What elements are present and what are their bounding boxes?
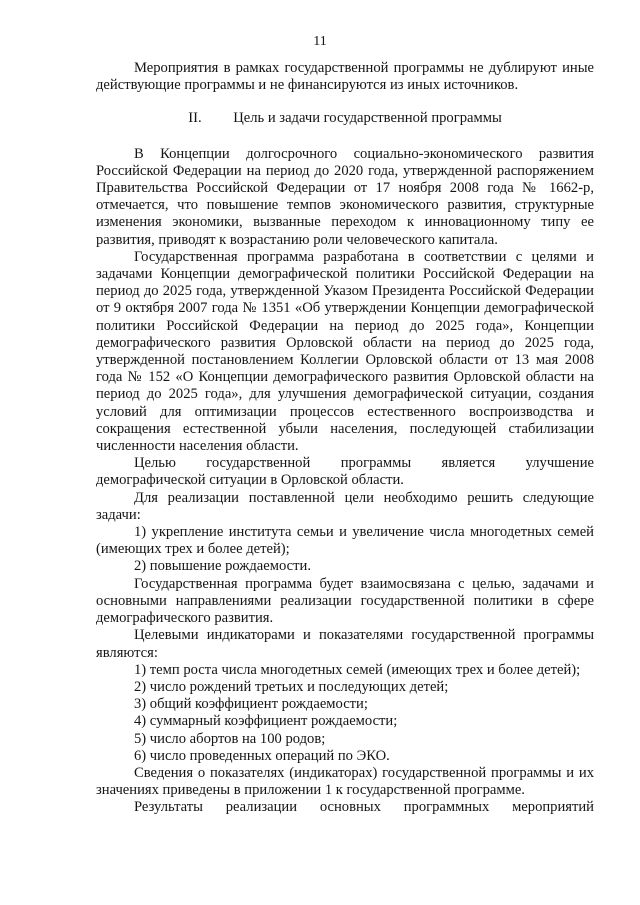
paragraph-tasks-intro: Для реализации поставленной цели необходимо решить следующие задачи: bbox=[96, 489, 594, 523]
page-number: 11 bbox=[313, 34, 327, 49]
paragraph-info: Сведения о показателях (индикаторах) государственной программы и их значениях приведены в приложении 1 к государственной программе. bbox=[96, 764, 594, 799]
paragraph-program-basis: Государственная программа разработана в соответствии с целями и задачами Концепции демографической политики Российской Федерации на период до 2025 года, утвержденной Указом Президента Российской Федерации от 9 октября 2007 года № 1351 «Об утверждении Концепции демографической политики Российской Федерации на период до 2025 года», Концепции демографического развития Орловской области на период до 2025 года, утвержденной постановлением Коллегии Орловской области от 13 мая 2008 года № 152 «О Концепции демографического развития Орловской области на период до 2025 года», для улучшения демографической ситуации, создания условий для оптимизации процессов естественного воспроизводства и сокращения естественной убыли населения, последующей стабилизации численности населения области. bbox=[96, 248, 594, 455]
paragraph-indicators-intro: Целевыми индикаторами и показателями государственной программы являются: bbox=[96, 627, 594, 661]
indicator-item: 2) число рождений третьих и последующих детей; bbox=[134, 678, 449, 695]
paragraph-link: Государственная программа будет взаимосвязана с целью, задачами и основными направлениями реализации государственной политики в сфере демографического развития. bbox=[96, 575, 594, 627]
indicator-item: 5) число абортов на 100 родов; bbox=[134, 730, 326, 747]
section-title: Цель и задачи государственной программы bbox=[233, 110, 502, 127]
task-item: 2) повышение рождаемости. bbox=[134, 558, 311, 575]
paragraph-results: Результаты реализации основных программных мероприятий bbox=[134, 799, 594, 816]
indicator-item: 1) темп роста числа многодетных семей (имеющих трех и более детей); bbox=[134, 661, 581, 678]
intro-paragraph: Мероприятия в рамках государственной программы не дублируют иные действующие программы и не финансируются из иных источников. bbox=[96, 60, 594, 94]
document-body bbox=[96, 60, 594, 817]
indicator-item: 6) число проведенных операций по ЭКО. bbox=[134, 747, 390, 764]
indicator-item: 4) суммарный коэффициент рождаемости; bbox=[134, 713, 398, 730]
section-number: II. bbox=[188, 110, 202, 127]
paragraph-concept: В Концепции долгосрочного социально-экономического развития Российской Федерации на период до 2020 года, утвержденной распоряжением Правительства Российской Федерации от 17 ноября 2008 года № 1662-р, отмечается, что повышение темпов экономического развития, структурные изменения экономики, вызванные переходом к инновационному типу ее развития, приводят к возрастанию роли человеческого капитала. bbox=[96, 145, 594, 248]
task-item: 1) укрепление института семьи и увеличение числа многодетных семей (имеющих трех и более детей); bbox=[96, 524, 594, 558]
section-heading bbox=[96, 110, 594, 127]
indicator-item: 3) общий коэффициент рождаемости; bbox=[134, 696, 368, 713]
paragraph-goal: Целью государственной программы является улучшение демографической ситуации в Орловской области. bbox=[96, 455, 594, 489]
